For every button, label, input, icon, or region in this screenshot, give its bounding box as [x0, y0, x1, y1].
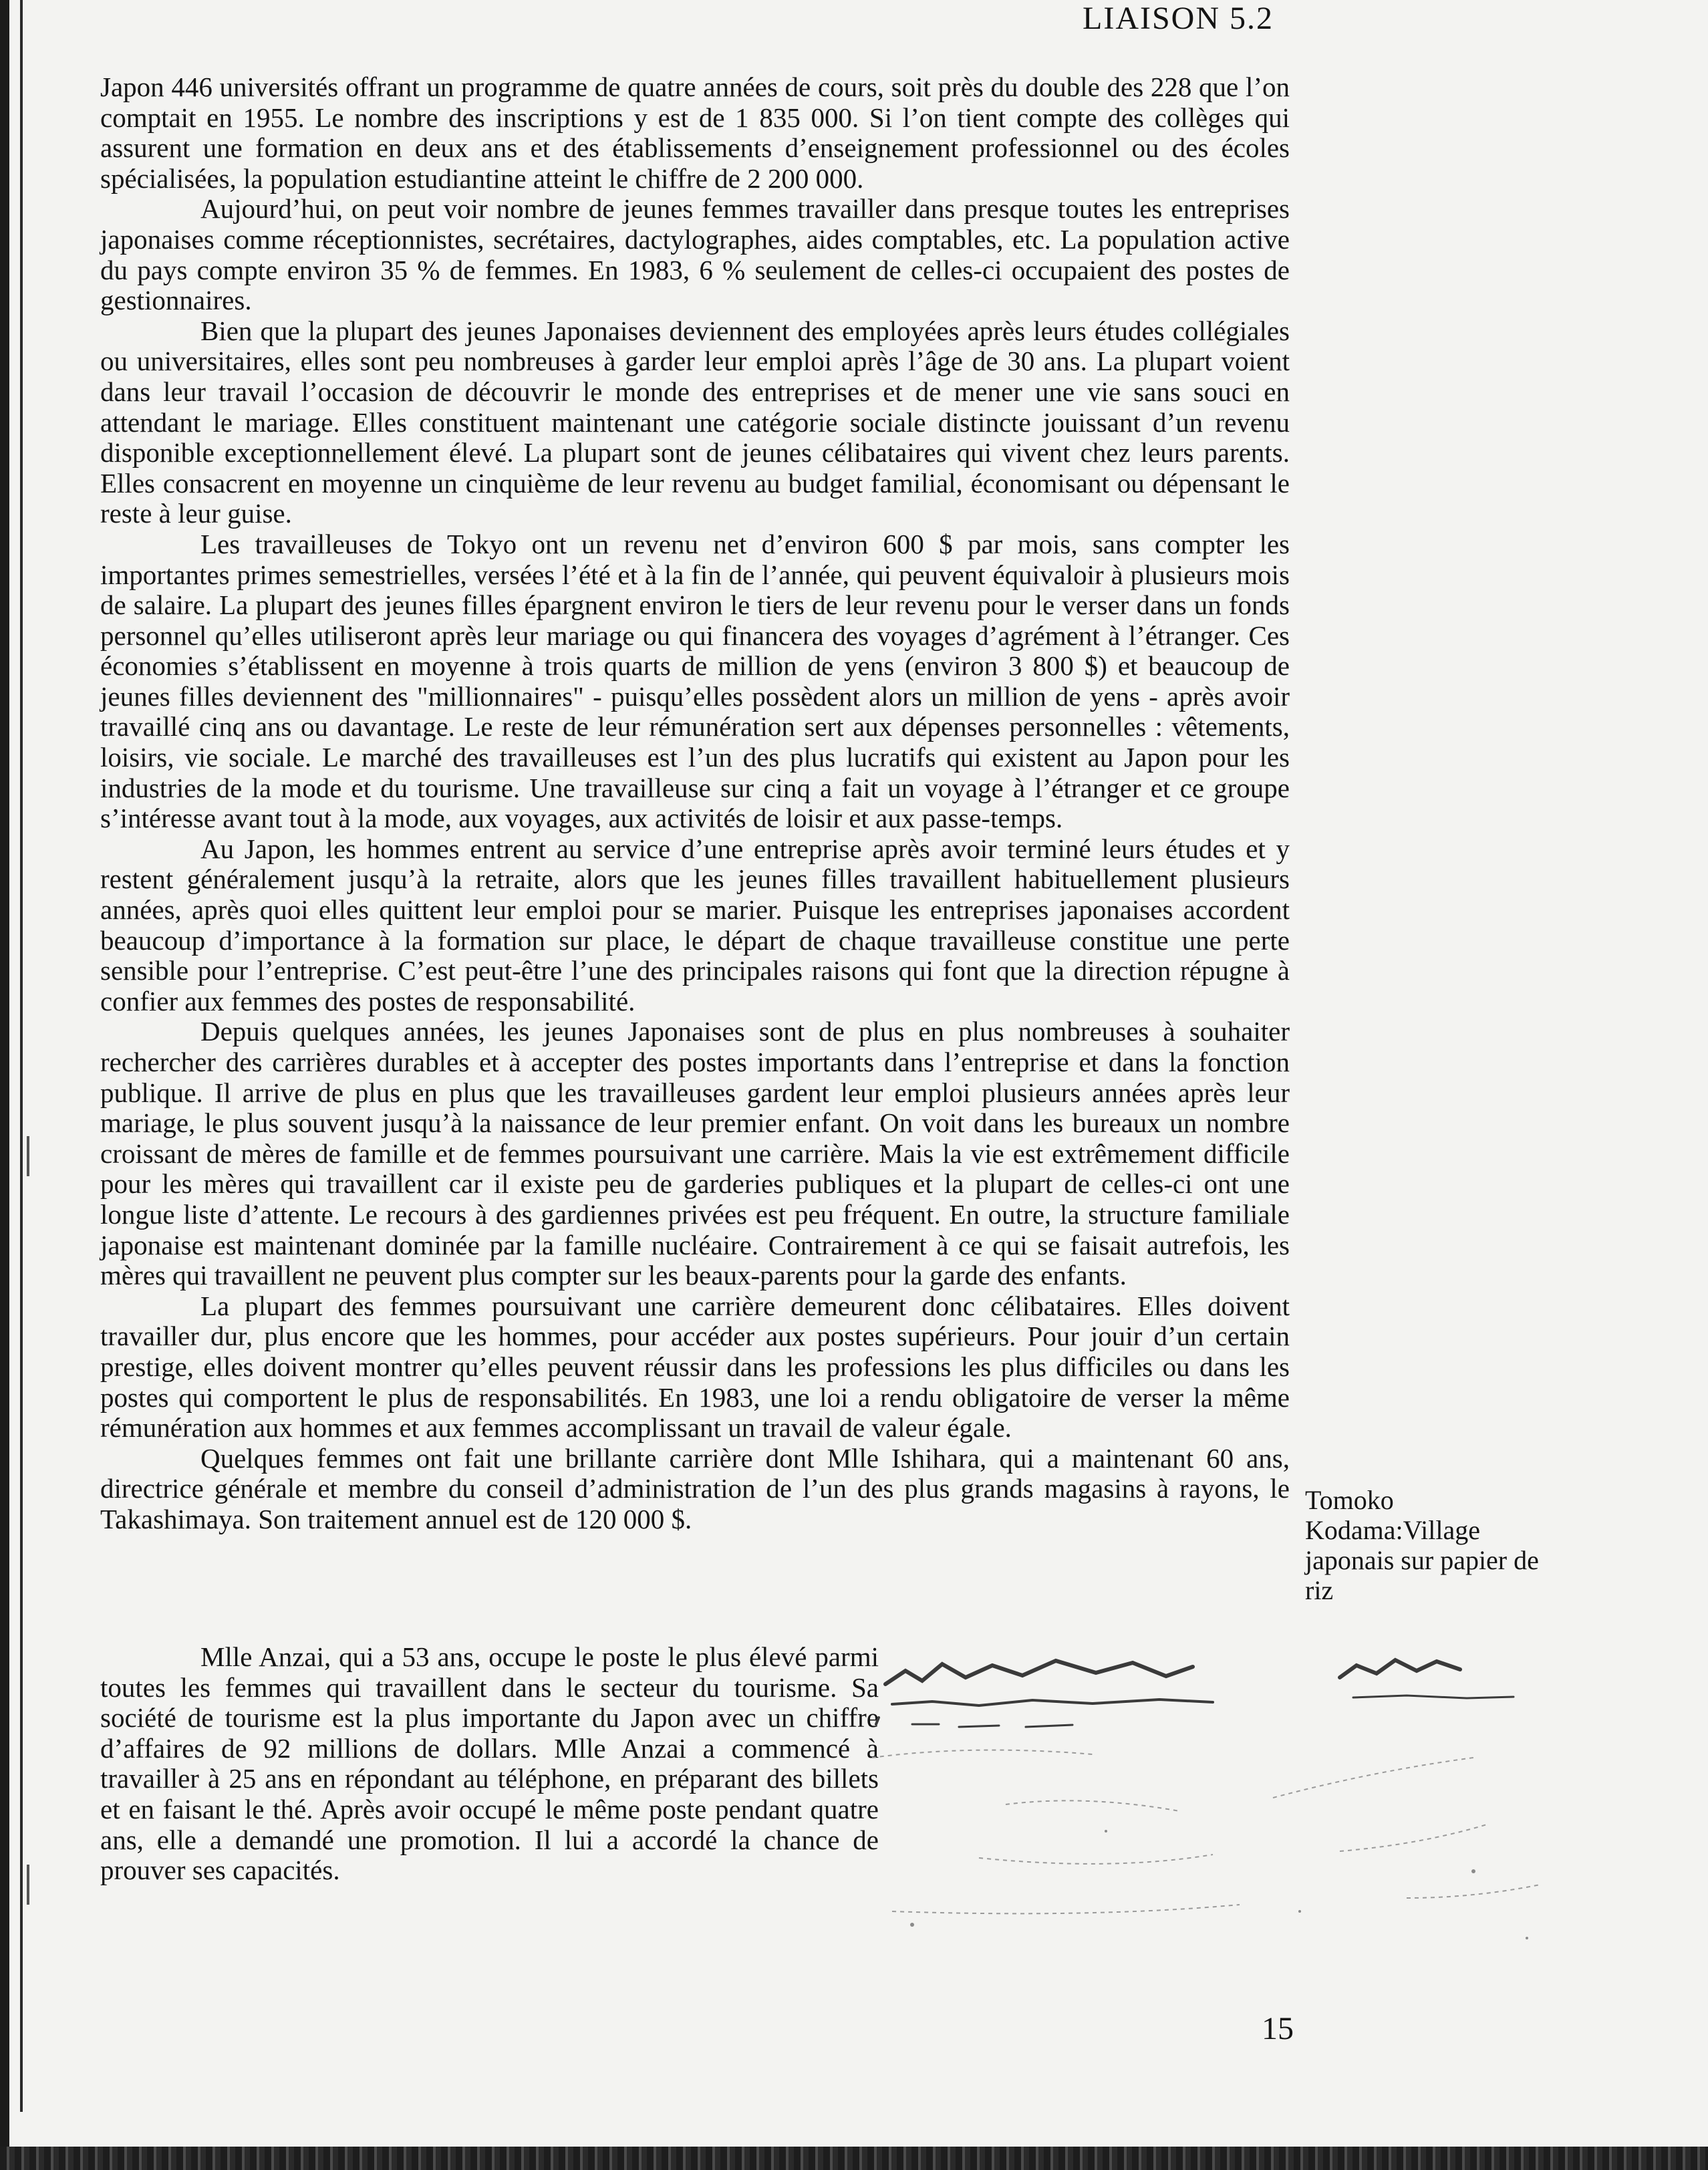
paragraph-6: Depuis quelques années, les jeunes Japonaises sont de plus en plus nombreuses à souhaiter rechercher des carrières durables et à accepter des postes importants dans l’entreprise et dans la fonction publique. Il arrive de plus en plus que les travailleuses gardent leur emploi plusieurs années après leur mariage, le plus souvent jusqu’à la naissance de leur premier enfant. On voit dans les bureaux un nombre croissant de mères de famille et de femmes poursuivant une carrière. Mais la vie est extrêmement difficile pour les mères qui travaillent car il existe peu de garderies publiques et la plupart de celles-ci ont une longue liste d’attente. Le recours à des gardiennes privées est peu fréquent. En outre, la structure familiale japonaise est maintenant dominée par la famille nucléaire. Contrairement à ce qui se faisait autrefois, les mères qui travaillent ne peuvent plus compter sur les beaux-parents pour la garde des enfants. — [100, 1016, 1290, 1291]
paragraph-3: Bien que la plupart des jeunes Japonaises deviennent des employées après leurs études collégiales ou universitaires, elles sont peu nombreuses à garder leur emploi après l’âge de 30 ans. La plupart voient dans leur travail l’occasion de découvrir le monde des entreprises et de mener une vie sans souci en attendant le mariage. Elles constituent maintenant une catégorie sociale distincte jouissant d’un revenu disponible exceptionnellement élevé. La plupart sont de jeunes célibataires qui vivent chez leurs parents. Elles consacrent en moyenne un cinquième de leur revenu au budget familial, économisant ou dépensant le reste à leur guise. — [100, 315, 1290, 529]
scan-binding-edge — [0, 0, 9, 2170]
paragraph-4: Les travailleuses de Tokyo ont un revenu net d’environ 600 $ par mois, sans compter les importantes primes semestrielles, versées l’été et à la fin de l’année, qui peuvent équivaloir à plusieurs mois de salaire. La plupart des jeunes filles épargnent environ le tiers de leur revenu pour le verser dans un fonds personnel qu’elles utiliseront après leur mariage ou qui financera des voyages d’agrément à l’étranger. Ces économies s’établissent en moyenne à trois quarts de million de yens (environ 3 800 $) et beaucoup de jeunes filles deviennent des "millionnaires" - puisqu’elles possèdent alors un million de yens - après avoir travaillé cinq ans ou davantage. Le reste de leur rémunération sert aux dépenses personnelles : vêtements, loisirs, vie sociale. Le marché des travailleuses est l’un des plus lucratifs qui existent au Japon pour les industries de la mode et du tourisme. Une travailleuse sur cinq a fait un voyage à l’étranger et ce groupe s’intéresse avant tout à la mode, aux voyages, aux activités de loisir et aux passe-temps. — [100, 528, 1290, 834]
faint-village-artwork — [872, 1631, 1567, 1951]
paragraph-9: Mlle Anzai, qui a 53 ans, occupe le poste le plus élevé parmi toutes les femmes qui travaillent dans le secteur du tourisme. Sa société de tourisme est la plus importante du Japon avec un chiffre d’affaires de 92 millions de dollars. Mlle Anzai a commencé à travailler à 25 ans en répondant au téléphone, en préparant des billets et en faisant le thé. Après avoir occupé le même poste pendant quatre ans, elle a demandé une promotion. Il lui a accordé la chance de prouver ses capacités. — [100, 1641, 879, 1886]
paragraph-5: Au Japon, les hommes entrent au service d’une entreprise après avoir terminé leurs études et y restent généralement jusqu’à la retraite, alors que les jeunes filles travaillent habituellement plusieurs années, après quoi elles quittent leur emploi pour se marier. Puisque les entreprises japonaises accordent beaucoup d’importance à la formation sur place, le départ de chaque travailleuse constitue une perte sensible pour l’entreprise. C’est peut-être l’une des principales raisons qui font que la direction répugne à confier aux femmes des postes de responsabilité. — [100, 833, 1290, 1016]
scan-bottom-band — [0, 2147, 1708, 2170]
paragraph-7: La plupart des femmes poursuivant une carrière demeurent donc célibataires. Elles doivent travailler dur, plus encore que les hommes, pour accéder aux postes supérieurs. Pour jouir d’un certain prestige, elles doivent montrer qu’elles peuvent réussir dans les professions les plus difficiles ou dans les postes qui comportent le plus de responsabilités. En 1983, une loi a rendu obligatoire de verser la même rémunération aux hommes et aux femmes accomplissant un travail de valeur égale. — [100, 1290, 1290, 1444]
main-text-column — [100, 72, 1290, 1535]
narrow-text-column — [100, 1642, 879, 1886]
scan-binding-line — [20, 0, 23, 2112]
scan-edge-mark — [27, 1865, 29, 1905]
artwork-caption: Tomoko Kodama:Village japonais sur papier de riz — [1305, 1485, 1539, 1605]
paragraph-2: Aujourd’hui, on peut voir nombre de jeunes femmes travailler dans presque toutes les entreprises japonaises comme réceptionnistes, secrétaires, dactylographes, aides comptables, etc. La population active du pays compte environ 35 % de femmes. En 1983, 6 % seulement de celles-ci occupaient des postes de gestionnaires. — [100, 193, 1290, 316]
page-number: 15 — [1262, 2011, 1294, 2046]
running-head: LIAISON 5.2 — [1083, 1, 1274, 36]
scan-edge-mark — [27, 1136, 29, 1176]
paragraph-8: Quelques femmes ont fait une brillante carrière dont Mlle Ishihara, qui a maintenant 60 ans, directrice générale et membre du conseil d’administration de l’un des plus grands magasins à rayons, le Takashimaya. Son traitement annuel est de 120 000 $. — [100, 1442, 1290, 1534]
paragraph-1: Japon 446 universités offrant un programme de quatre années de cours, soit près du double des 228 que l’on comptait en 1955. Le nombre des inscriptions y est de 1 835 000. Si l’on tient compte des collèges qui assurent une formation en deux ans et des établissements d’enseignement professionnel ou des écoles spécialisées, la population estudiantine atteint le chiffre de 2 200 000. — [100, 72, 1290, 194]
